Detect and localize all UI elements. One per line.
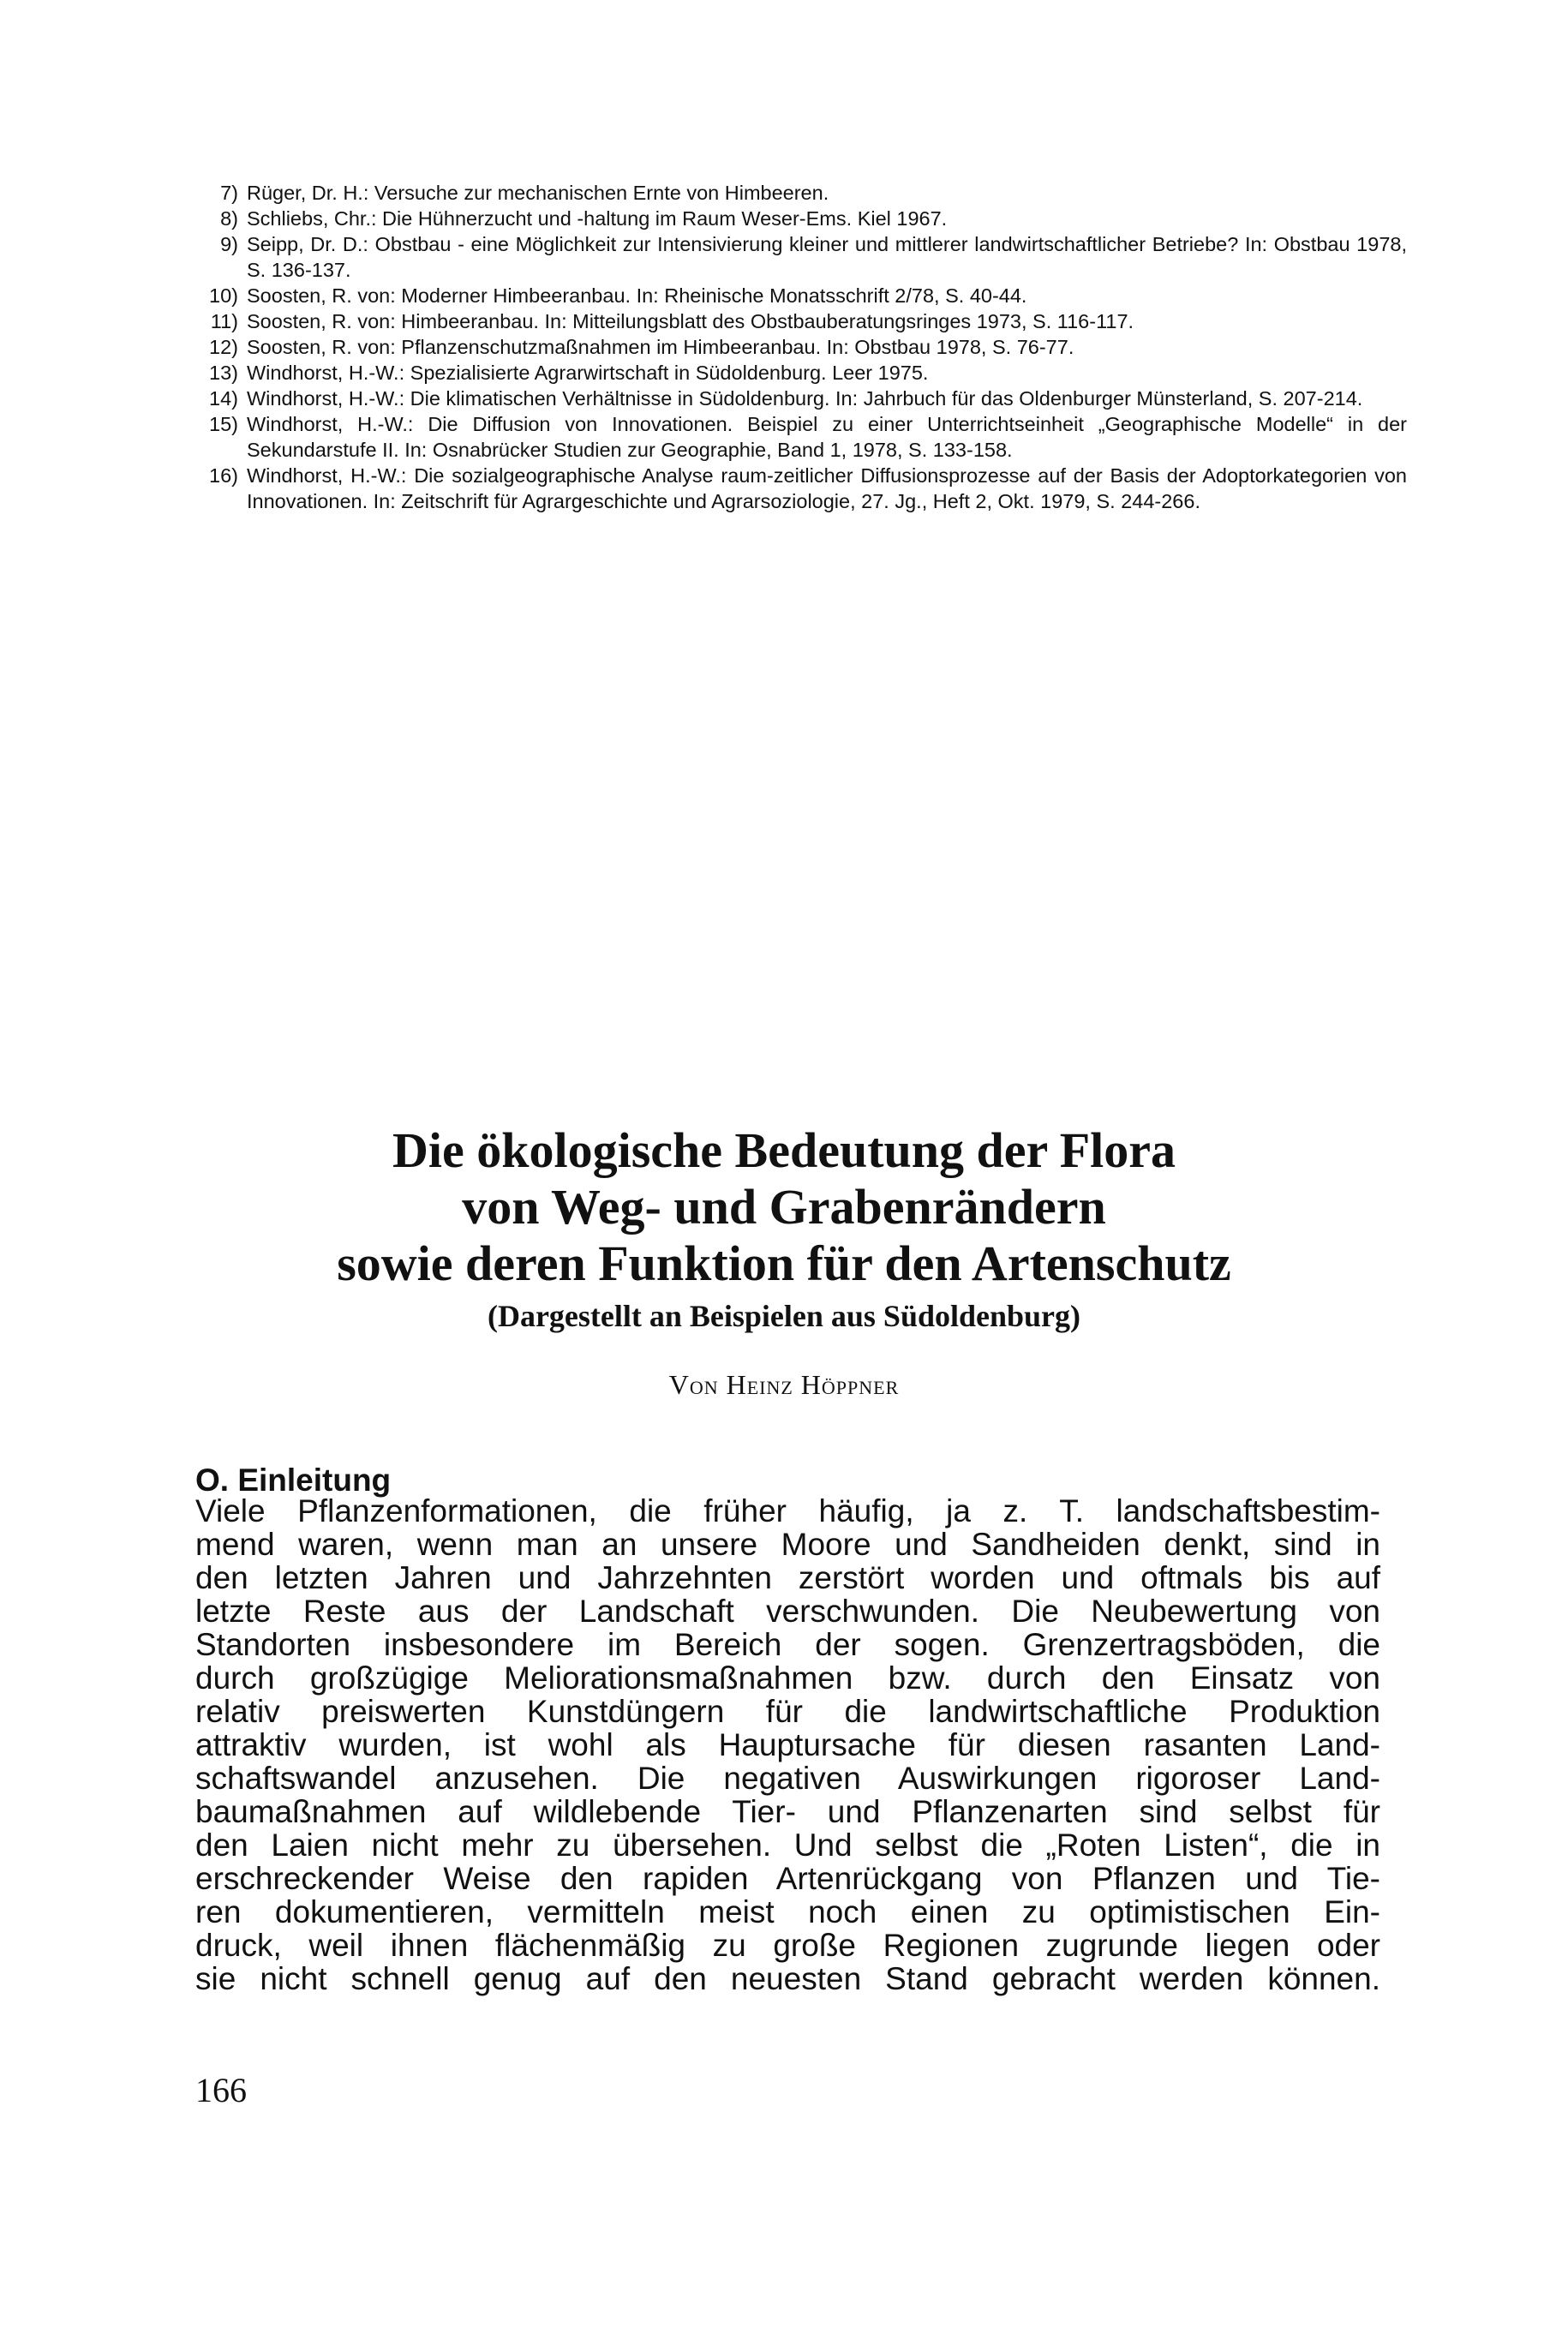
reference-text: Soosten, R. von: Himbeeranbau. In: Mitteilungsblatt des Obstbauberatungsringes 1973, S. 116-117. [247, 310, 1134, 332]
reference-text: Windhorst, H.-W.: Die sozialgeographische Analyse raum-zeitlicher Diffusionsprozesse auf der Basis der Adoptorkategorien von Innovationen. In: Zeitschrift für Agrargeschichte und Agrarsoziologie, 27. Jg., Heft 2, Okt. 1979, S. 244-266. [247, 464, 1407, 512]
body-line: schaftswandel anzusehen. Die negativen Auswirkungen rigoroser Land- [195, 1761, 1380, 1796]
reference-number: 11) [210, 310, 238, 332]
article-title-block [184, 1122, 1384, 1402]
body-line: erschreckender Weise den rapiden Artenrückgang von Pflanzen und Tie- [195, 1861, 1380, 1896]
reference-number: 14) [209, 387, 238, 410]
reference-item [190, 231, 1407, 283]
reference-item [190, 180, 1407, 206]
reference-item [190, 411, 1407, 463]
body-line: Standorten insbesondere im Bereich der sogen. Grenzertragsböden, die [195, 1627, 1380, 1662]
reference-text: Windhorst, H.-W.: Die Diffusion von Innovationen. Beispiel zu einer Unterrichtseinheit „Geographische Modelle“ in der Sekundarstufe II. In: Osnabrücker Studien zur Geographie, Band 1, 1978, S. 133-158. [247, 413, 1407, 461]
reference-number: 15) [209, 413, 238, 435]
body-line: durch großzügige Meliorationsmaßnahmen bzw. durch den Einsatz von [195, 1660, 1380, 1696]
body-line: baumaßnahmen auf wildlebende Tier- und Pflanzenarten sind selbst für [195, 1794, 1380, 1829]
body-line: druck, weil ihnen flächenmäßig zu große Regionen zugrunde liegen oder [195, 1928, 1380, 1963]
section-heading: O. Einleitung [195, 1463, 392, 1498]
reference-number: 13) [209, 362, 238, 384]
reference-item [190, 386, 1407, 411]
reference-text: Windhorst, H.-W.: Spezialisierte Agrarwirtschaft in Südoldenburg. Leer 1975. [247, 362, 929, 384]
body-line: sie nicht schnell genug auf den neuesten Stand gebracht werden können. [195, 1961, 1380, 1996]
article-author: Von Heinz Höppner [668, 1369, 900, 1400]
body-line: den Laien nicht mehr zu übersehen. Und selbst die „Roten Listen“, die in [195, 1828, 1380, 1863]
reference-number: 9) [220, 233, 238, 255]
body-line: mend waren, wenn man an unsere Moore und Sandheiden denkt, sind in [195, 1527, 1380, 1562]
reference-item [190, 308, 1407, 334]
article-title-line: sowie deren Funktion für den Artenschutz [337, 1235, 1231, 1291]
reference-item [190, 463, 1407, 514]
body-line: den letzten Jahren und Jahrzehnten zerstört worden und oftmals bis auf [195, 1560, 1380, 1595]
reference-number: 10) [209, 284, 238, 307]
reference-text: Soosten, R. von: Moderner Himbeeranbau. In: Rheinische Monatsschrift 2/78, S. 40-44. [247, 284, 1027, 307]
body-line: relativ preiswerten Kunstdüngern für die landwirtschaftliche Produktion [195, 1694, 1380, 1729]
reference-text: Seipp, Dr. D.: Obstbau - eine Möglichkeit zur Intensivierung kleiner und mittlerer landwirtschaftlicher Betriebe? In: Obstbau 1978, S. 136-137. [247, 233, 1407, 281]
reference-list [190, 180, 1407, 514]
reference-number: 16) [209, 464, 238, 487]
reference-item [190, 283, 1407, 308]
article-subtitle: (Dargestellt an Beispielen aus Südoldenburg) [487, 1299, 1081, 1333]
reference-item [190, 360, 1407, 386]
body-line: attraktiv wurden, ist wohl als Hauptursache für diesen rasanten Land- [195, 1727, 1380, 1762]
page-number: 166 [195, 2071, 247, 2109]
reference-text: Windhorst, H.-W.: Die klimatischen Verhältnisse in Südoldenburg. In: Jahrbuch für das Oldenburger Münsterland, S. 207-214. [247, 387, 1363, 410]
body-line: ren dokumentieren, vermitteln meist noch einen zu optimistischen Ein- [195, 1894, 1380, 1929]
reference-text: Rüger, Dr. H.: Versuche zur mechanischen Ernte von Himbeeren. [247, 182, 829, 204]
reference-text: Soosten, R. von: Pflanzenschutzmaßnahmen im Himbeeranbau. In: Obstbau 1978, S. 76-77. [247, 336, 1074, 358]
reference-item [190, 206, 1407, 231]
article-title-line: Die ökologische Bedeutung der Flora [392, 1122, 1176, 1178]
reference-item [190, 334, 1407, 360]
body-line: letzte Reste aus der Landschaft verschwunden. Die Neubewertung von [195, 1594, 1380, 1629]
reference-number: 12) [209, 336, 238, 358]
article-title-line: von Weg- und Grabenrändern [462, 1179, 1106, 1235]
body-line: Viele Pflanzenformationen, die früher häufig, ja z. T. landschaftsbestim- [195, 1493, 1380, 1528]
reference-text: Schliebs, Chr.: Die Hühnerzucht und -haltung im Raum Weser-Ems. Kiel 1967. [247, 207, 948, 230]
reference-number: 8) [220, 207, 238, 230]
reference-number: 7) [220, 182, 238, 204]
section-body [195, 1494, 1380, 1995]
